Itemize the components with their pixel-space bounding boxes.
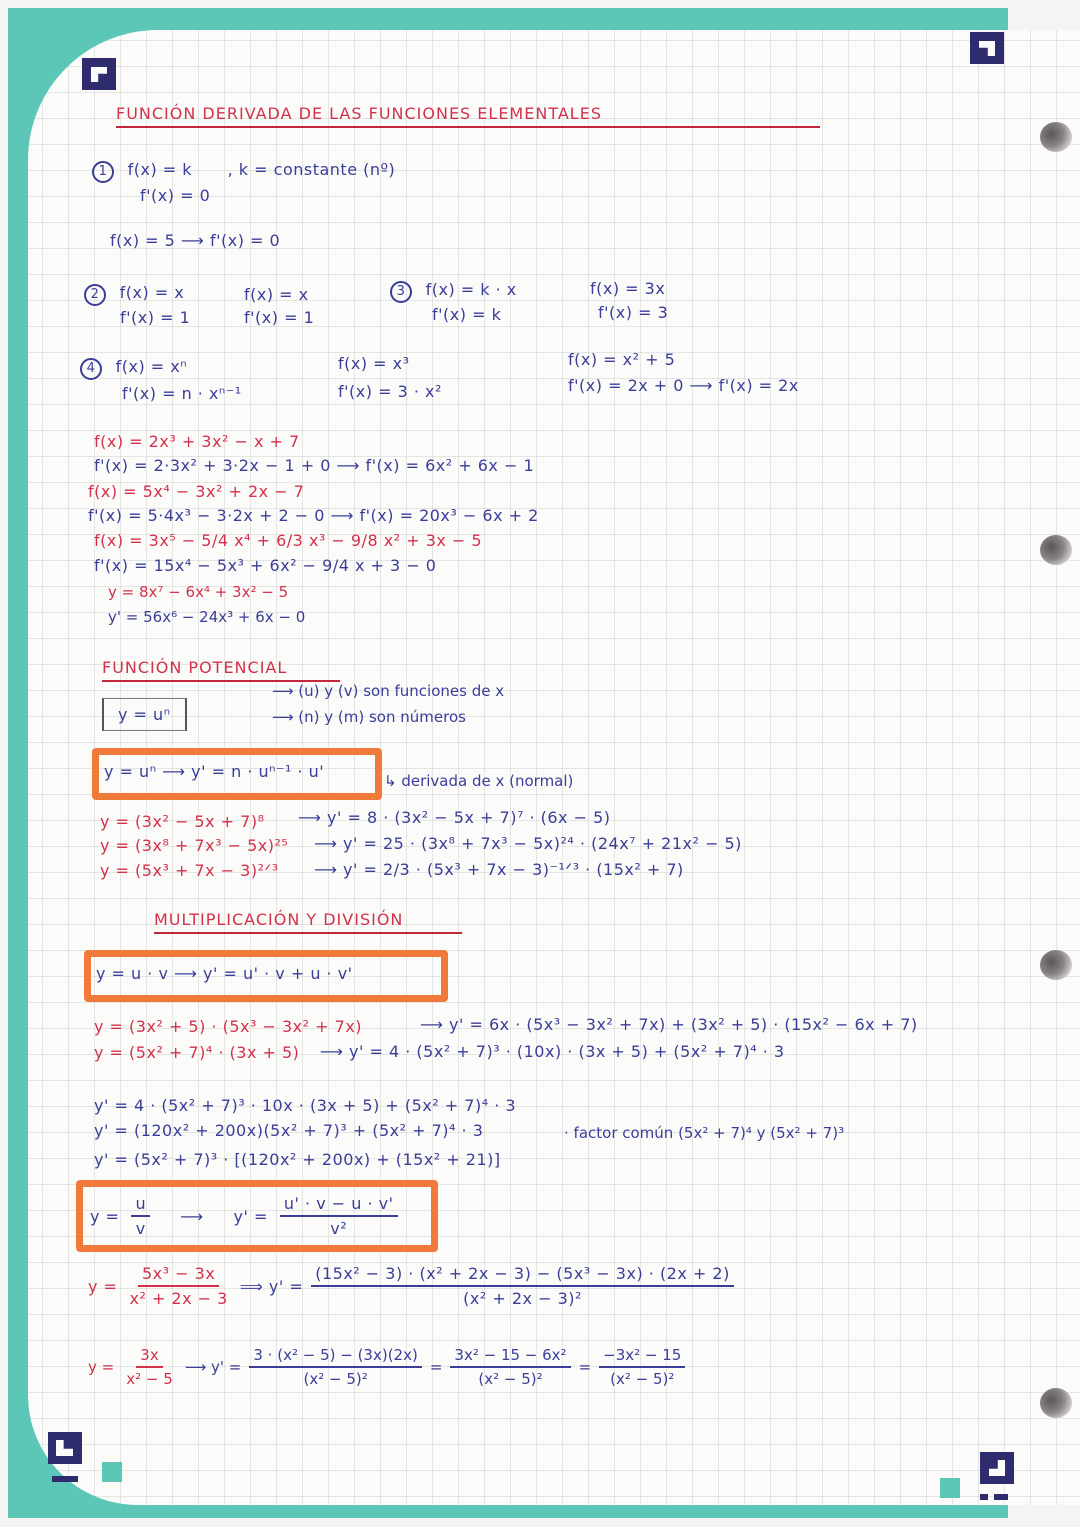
quotient-step-3: $\frac{\text{−3x² − 15}}{\text{(x² − 5)²}}$ <box>599 1346 685 1388</box>
potential-example-yp: ⟶ y' = 25 · (3x⁸ + 7x³ − 5x)²⁴ · (24x⁷ + 21x² − 5) <box>314 834 742 853</box>
arrow-icon: ⟶ <box>180 1206 204 1226</box>
rule-3 <box>390 280 517 303</box>
potential-example-y: y = (3x² − 5x + 7)⁸ <box>100 812 265 831</box>
quotient-example-fraction: $\frac{3x}{\text{x² − 5}}$ <box>126 1346 173 1388</box>
example-line: f(x) = 3x⁵ − 5/4 x⁴ + 6/3 x³ − 9/8 x² + 3x − 5 <box>94 531 483 550</box>
rule-number-badge: 1 <box>92 161 114 183</box>
binder-hole-icon <box>1040 950 1072 980</box>
quotient-u-over-v: $\frac{u}{v}$ <box>131 1194 150 1238</box>
boxed-formula: y = uⁿ <box>102 698 187 731</box>
scan-bar-icon <box>994 1494 1008 1500</box>
potential-rule: y = uⁿ ⟶ y' = n · uⁿ⁻¹ · u' <box>104 762 325 781</box>
quotient-rhs: y' = <box>233 1206 268 1226</box>
rule-4-example1-fp: f'(x) = 3 · x² <box>338 382 442 401</box>
example-line: y' = 56x⁶ − 24x³ + 6x − 0 <box>108 608 306 626</box>
example-line: f'(x) = 5·4x³ − 3·2x + 2 − 0 ⟶ f'(x) = 20x³ − 6x + 2 <box>88 506 539 525</box>
example-line: f(x) = 5x⁴ − 3x² + 2x − 7 <box>88 482 305 501</box>
quotient-example-result: $\frac{\text{(15x² − 3) · (x² + 2x − 3) − (5x³ − 3x) · (2x + 2)}}{\text{(x² + 2x − 3)²}}$ <box>311 1264 734 1308</box>
binder-hole-icon <box>1040 535 1072 565</box>
quotient-rule <box>90 1194 398 1238</box>
potential-example-yp: ⟶ y' = 8 · (3x² − 5x + 7)⁷ · (6x − 5) <box>298 808 611 827</box>
rule-formula: f(x) = k <box>127 160 193 179</box>
binder-hole-icon <box>1040 122 1072 152</box>
rule-1-example: f(x) = 5 ⟶ f'(x) = 0 <box>110 231 281 250</box>
rule-4-derivative: f'(x) = n · xⁿ⁻¹ <box>122 384 242 403</box>
quotient-example-fraction: $\frac{\text{5x³ − 3x}}{\text{x² + 2x − 3}}$ <box>129 1264 228 1308</box>
rule-1 <box>92 160 395 183</box>
rule-3-example-fp: f'(x) = 3 <box>598 303 669 322</box>
rule-1-derivative: f'(x) = 0 <box>140 186 211 205</box>
potential-rule-note: ↳ derivada de x (normal) <box>384 772 574 790</box>
quotient-lhs: y = <box>90 1206 120 1226</box>
product-example-yp: ⟶ y' = 4 · (5x² + 7)³ · (10x) · (3x + 5) + (5x² + 7)⁴ · 3 <box>320 1042 785 1061</box>
rule-3-derivative: f'(x) = k <box>432 305 502 324</box>
factor-note: · factor común (5x² + 7)⁴ y (5x² + 7)³ <box>564 1124 845 1142</box>
example-line: y = 8x⁷ − 6x⁴ + 3x² − 5 <box>108 583 289 601</box>
section-title-elementary: FUNCIÓN DERIVADA DE LAS FUNCIONES ELEMENTALES <box>116 104 820 128</box>
product-example-y: y = (5x² + 7)⁴ · (3x + 5) <box>94 1043 300 1062</box>
rule-4 <box>80 357 187 380</box>
product-step: y' = (120x² + 200x)(5x² + 7)³ + (5x² + 7)⁴ · 3 <box>94 1121 484 1140</box>
rule-4-example1-f: f(x) = x³ <box>338 354 410 373</box>
rule-formula: f(x) = k · x <box>425 280 517 299</box>
binder-hole-icon <box>1040 1388 1072 1418</box>
rule-number-badge: 3 <box>390 281 412 303</box>
quotient-example-2: y = $\frac{3x}{\text{x² − 5}}$ ⟶ y' = $\frac{\text{3 · (x² − 5) − (3x)(2x)}}{\text{(x² − 5)²}}$ = $\frac{\text{3x² − 15 − 6x²}}{\text{(x² − 5)²}}$ = $\frac{\text{−3x² − 15}}{\text{(x² − 5)²}}$ <box>88 1346 685 1388</box>
rule-4-example2-fp: f'(x) = 2x + 0 ⟶ f'(x) = 2x <box>568 376 799 395</box>
quotient-step-2: $\frac{\text{3x² − 15 − 6x²}}{\text{(x² − 5)²}}$ <box>450 1346 570 1388</box>
product-step: y' = 4 · (5x² + 7)³ · 10x · (3x + 5) + (5x² + 7)⁴ · 3 <box>94 1096 517 1115</box>
potential-example-y: y = (5x³ + 7x − 3)²ᐟ³ <box>100 861 279 880</box>
corner-mark-bottom-right-icon <box>980 1452 1014 1484</box>
teal-marker-icon <box>102 1462 122 1482</box>
potential-example-yp: ⟶ y' = 2/3 · (5x³ + 7x − 3)⁻¹ᐟ³ · (15x² + 7) <box>314 860 684 879</box>
rule-2 <box>84 283 184 306</box>
quotient-step-1: $\frac{\text{3 · (x² − 5) − (3x)(2x)}}{\text{(x² − 5)²}}$ <box>249 1346 421 1388</box>
section-title-mult-div: MULTIPLICACIÓN Y DIVISIÓN <box>154 910 462 934</box>
example-line: f'(x) = 15x⁴ − 5x³ + 6x² − 9/4 x + 3 − 0 <box>94 556 437 575</box>
potential-example-y: y = (3x⁸ + 7x³ − 5x)²⁵ <box>100 836 289 855</box>
rule-formula: f(x) = xⁿ <box>115 357 188 376</box>
product-rule: y = u · v ⟶ y' = u' · v + u · v' <box>96 964 353 983</box>
section-title-potential: FUNCIÓN POTENCIAL <box>102 658 340 682</box>
corner-mark-bottom-left-icon <box>48 1432 82 1464</box>
rule-number-badge: 2 <box>84 284 106 306</box>
quotient-example-1: y = $\frac{\text{5x³ − 3x}}{\text{x² + 2x − 3}}$ ⟹ y' = $\frac{\text{(15x² − 3) · (x² + 2x − 3) − (5x³ − 3x) · (2x + 2)}}{\text{(x² + 2x − 3)²}}$ <box>88 1264 734 1308</box>
rule-formula: f(x) = x <box>119 283 185 302</box>
scan-bar-icon <box>52 1476 78 1482</box>
product-step: y' = (5x² + 7)³ · [(120x² + 200x) + (15x² + 21)] <box>94 1150 501 1169</box>
example-line: f(x) = 2x³ + 3x² − x + 7 <box>94 432 300 451</box>
rule-2-derivative: f'(x) = 1 <box>120 308 191 327</box>
teal-marker-icon <box>940 1478 960 1498</box>
example-line: f'(x) = 2·3x² + 3·2x − 1 + 0 ⟶ f'(x) = 6x² + 6x − 1 <box>94 456 535 475</box>
product-example-y: y = (3x² + 5) · (5x³ − 3x² + 7x) <box>94 1017 363 1036</box>
rule-3-example-f: f(x) = 3x <box>590 279 666 298</box>
rule-2-example-f: f(x) = x <box>244 285 309 304</box>
legend-numbers: ⟶ (n) y (m) son números <box>272 708 466 726</box>
scan-bar-small-icon <box>980 1494 988 1500</box>
legend-functions: ⟶ (u) y (v) son funciones de x <box>272 682 505 700</box>
rule-note: , k = constante (nº) <box>227 160 396 179</box>
rule-4-example2-f: f(x) = x² + 5 <box>568 350 676 369</box>
corner-mark-top-left-icon <box>82 58 116 90</box>
rule-number-badge: 4 <box>80 358 102 380</box>
rule-2-example-fp: f'(x) = 1 <box>244 308 315 327</box>
product-example-yp: ⟶ y' = 6x · (5x³ − 3x² + 7x) + (3x² + 5) · (15x² − 6x + 7) <box>420 1015 918 1034</box>
corner-mark-top-right-icon <box>970 32 1004 64</box>
quotient-formula: $\frac{u' \cdot v - u \cdot v'}{\text{v²}}$ <box>280 1194 398 1238</box>
